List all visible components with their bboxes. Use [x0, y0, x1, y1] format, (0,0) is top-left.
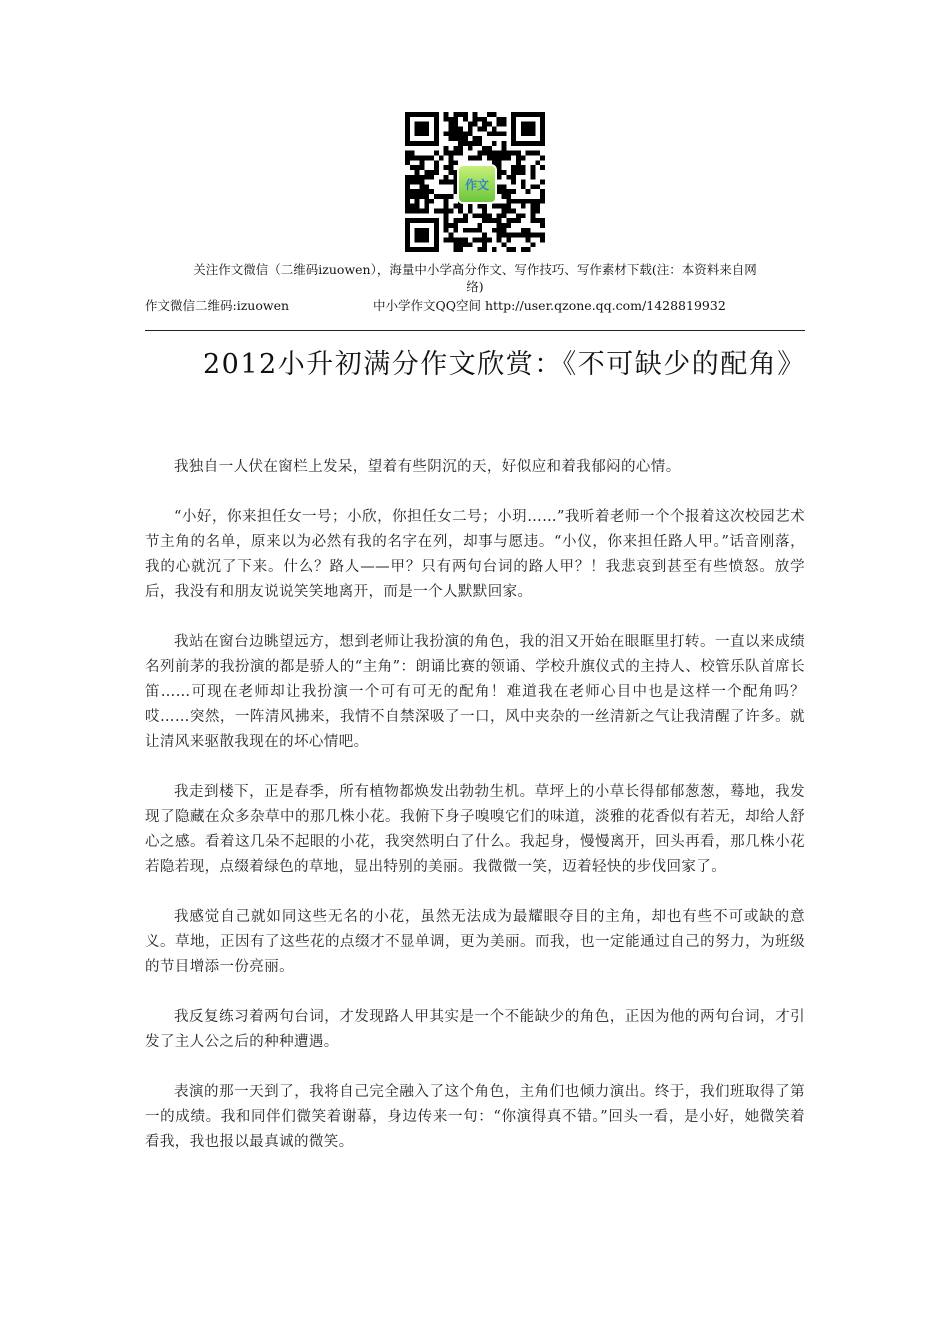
article-title: 2012小升初满分作文欣赏：《不可缺少的配角》: [203, 349, 806, 380]
qr-logo-badge: 作文: [457, 164, 497, 204]
header-divider: [145, 330, 805, 331]
qzone-link[interactable]: 中小学作文QQ空间 http://user.qzone.qq.com/1428819932: [373, 298, 726, 313]
qr-code-image: [405, 112, 545, 252]
article-body: [145, 455, 805, 1180]
paragraph-7: 表演的那一天到了，我将自己完全融入了这个角色，主角们也倾力演出。终于，我们班取得了第一的成绩。我和同伴们微笑着谢幕，身边传来一句：“你演得真不错。”回头一看，是小好，她微笑着看我，我也报以最真诚的微笑。: [145, 1084, 805, 1150]
paragraph-2: “小好，你来担任女一号；小欣，你担任女二号；小玥……”我听着老师一个个报着这次校园艺术节主角的名单，原来以为必然有我的名字在列，却事与愿违。“小仪，你来担任路人甲。”话音刚落，我的心就沉了下来。什么？路人——甲？只有两句台词的路人甲？！我悲哀到甚至有些愤怒。放学后，我没有和朋友说说笑笑地离开，而是一个人默默回家。: [145, 509, 805, 600]
paragraph-6: 我反复练习着两句台词，才发现路人甲其实是一个不能缺少的角色，正因为他的两句台词，才引发了主人公之后的种种遭遇。: [145, 1009, 805, 1050]
paragraph-5: 我感觉自己就如同这些无名的小花，虽然无法成为最耀眼夺目的主角，却也有些不可或缺的意义。草地，正因有了这些花的点缀才不显单调，更为美丽。而我，也一定能通过自己的努力，为班级的节目增添一份亮丽。: [145, 909, 805, 975]
paragraph-4: 我走到楼下，正是春季，所有植物都焕发出勃勃生机。草坪上的小草长得郁郁葱葱，蓦地，我发现了隐藏在众多杂草中的那几株小花。我俯下身子嗅嗅它们的味道，淡雅的花香似有若无，却给人舒心之感。看着这几朵不起眼的小花，我突然明白了什么。我起身，慢慢离开，回头再看，那几株小花若隐若现，点缀着绿色的草地，显出特别的美丽。我微微一笑，迈着轻快的步伐回家了。: [145, 784, 805, 875]
paragraph-3: 我站在窗台边眺望远方，想到老师让我扮演的角色，我的泪又开始在眼眶里打转。一直以来成绩名列前茅的我扮演的都是骄人的“主角”：朗诵比赛的领诵、学校升旗仪式的主持人、校管乐队首席长笛……可现在老师却让我扮演一个可有可无的配角！难道我在老师心目中也是这样一个配角吗？哎……突然，一阵清风拂来，我情不自禁深吸了一口，风中夹杂的一丝清新之气让我清醒了许多。就让清风来驱散我现在的坏心情吧。: [145, 634, 805, 750]
wechat-id-label: 作文微信二维码:izuowen: [145, 298, 290, 313]
paragraph-1: 我独自一人伏在窗栏上发呆，望着有些阴沉的天，好似应和着我郁闷的心情。: [174, 459, 681, 475]
notice-line-2: 络): [466, 279, 484, 294]
notice-line-1: 关注作文微信（二维码izuowen），海量中小学高分作文、写作技巧、写作素材下载(注：本资料来自网: [193, 262, 757, 277]
